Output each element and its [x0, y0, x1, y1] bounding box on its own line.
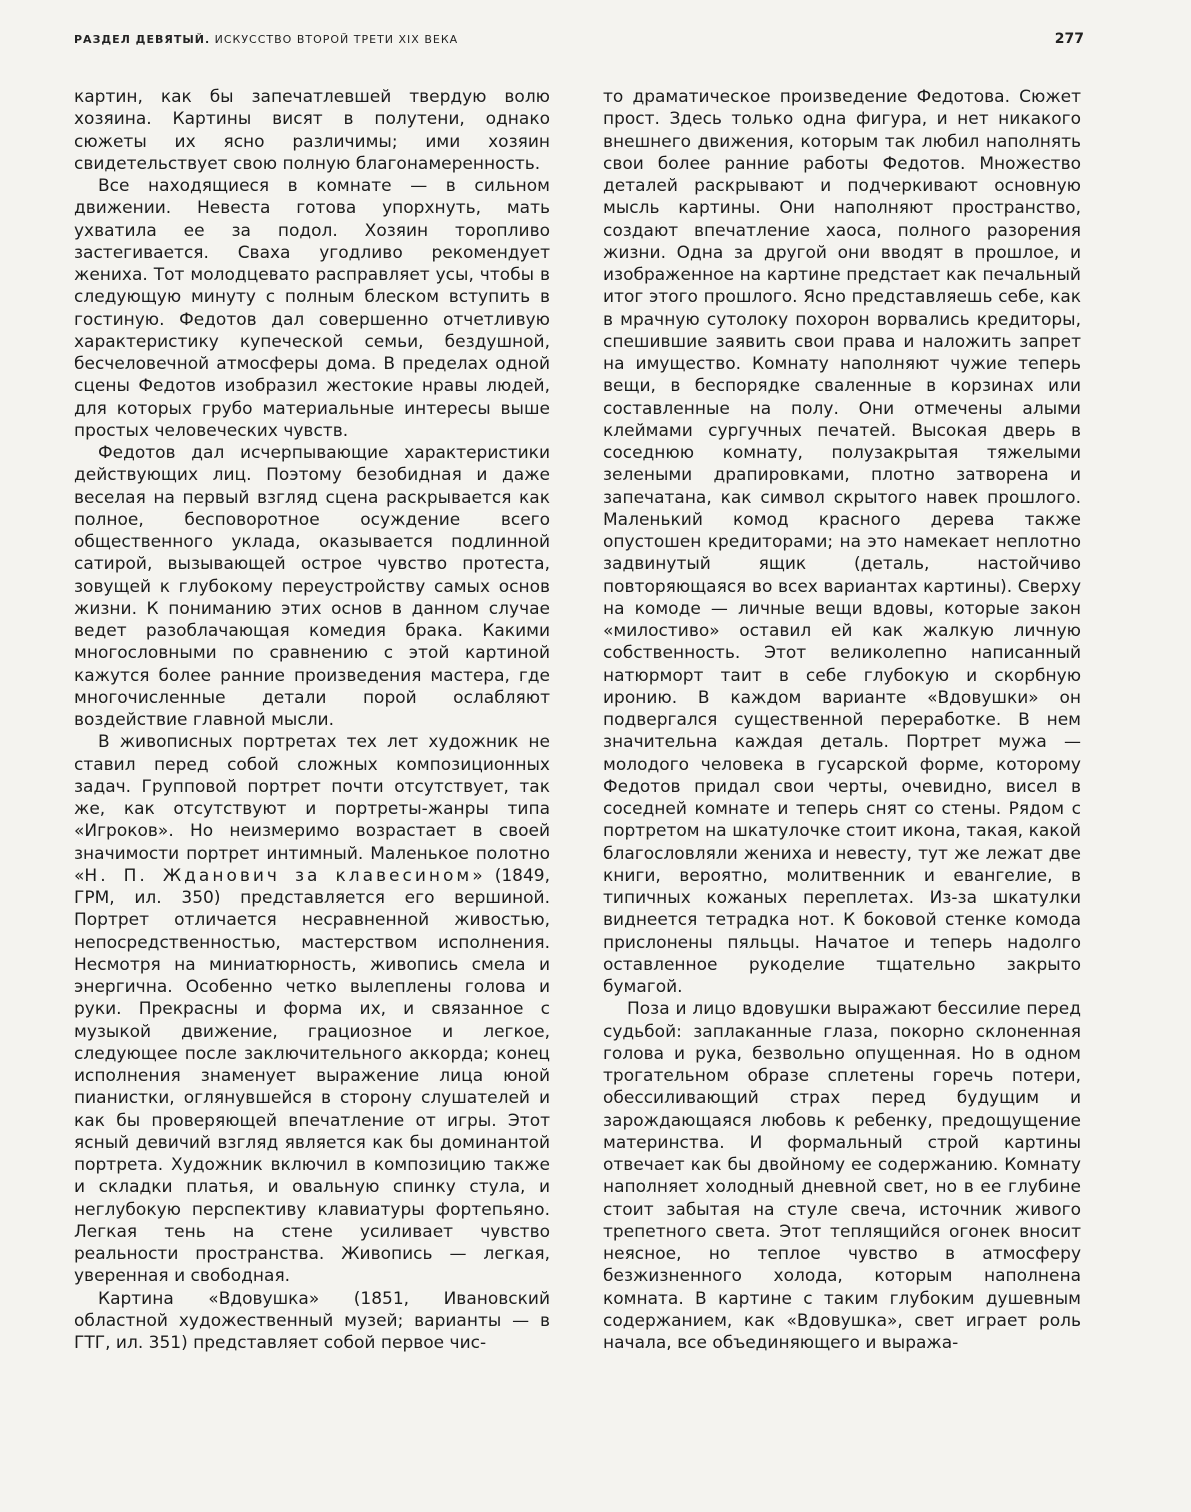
right-column — [603, 86, 1081, 1354]
artwork-title: Н. П. Жданович за клавесином — [84, 865, 473, 886]
paragraph-text: » (1849, ГРМ, ил. 350) представляется его вершиной. Портрет отличается несравненной живостью, непосредственностью, мастерством исполнения. Несмотря на миниатюрность, живопись смела и энергична. Особенно четко вылеплены голова и руки. Прекрасны и форма их, и связанное с музыкой движение, грациозное и легкое, следующее после заключительного аккорда; конец исполнения знаменует выражение лица юной пианистки, оглянувшейся в сторону слушателей и как бы проверяющей впечатление от игры. Этот ясный девичий взгляд является как бы доминантой портрета. Художник включил в композицию также и складки платья, и овальную спинку стула, и неглубокую перспективу клавиатуры фортепьяно. Легкая тень на стене усиливает чувство реальности пространства. Живопись — легкая, уверенная и свободная. — [74, 865, 551, 1287]
running-header — [74, 33, 1084, 46]
paragraph: Поза и лицо вдовушки выражают бессилие перед судьбой: заплаканные глаза, покорно склоненная голова и рука, безвольно опущенная. Но в одном трогательном образе сплетены горечь потери, обессиливающий страх перед будущим и зарождающаяся любовь к ребенку, предощущение материнства. И формальный строй картины отвечает как бы двойному ее содержанию. Комнату наполняет холодный дневной свет, но в ее глубине стоит забытая на стуле свеча, источник живого трепетного света. Этот теплящийся огонек вносит неясное, но теплое чувство в атмосферу безжизненного холода, которым наполнена комната. В картине с таким глубоким душевным содержанием, как «Вдовушка», свет играет роль начала, все объединяющего и выража- — [603, 999, 1081, 1353]
paragraph: Картина «Вдовушка» (1851, Ивановский областной художественный музей; варианты — в ГТГ, ил. 351) представляет собой первое чис- — [74, 1288, 550, 1353]
paragraph-text: В живописных портретах тех лет художник не ставил перед собой сложных композиционных задач. Групповой портрет почти отсутствует, так же, как отсутствуют и портреты-жанры типа «Игроков». Но неизмеримо возрастает в своей значимости портрет интимный. Маленькое полотно « — [74, 732, 550, 886]
paragraph: Все находящиеся в комнате — в сильном движении. Невеста готова упорхнуть, мать ухватила ее за подол. Хозяин торопливо застегивается. Сваха угодливо рекомендует жениха. Тот молодцевато расправляет усы, чтобы в следующую минуту с полным блеском вступить в гостиную. Федотов дал совершенно отчетливую характеристику купеческой семьи, бездушной, бесчеловечной атмосферы дома. В пределах одной сцены Федотов изобразил жестокие нравы людей, для которых грубо материальные интересы выше простых человеческих чувств. — [74, 176, 550, 441]
paragraph: картин, как бы запечатлевшей твердую волю хозяина. Картины висят в полутени, однако сюжеты их ясно различимы; ими хозяин свидетельствует свою полную благонамеренность. — [74, 87, 550, 174]
paragraph — [74, 731, 550, 1287]
section-label: РАЗДЕЛ ДЕВЯТЫЙ. — [74, 33, 211, 46]
section-title: ИСКУССТВО ВТОРОЙ ТРЕТИ XIX ВЕКА — [214, 33, 459, 46]
paragraph: Федотов дал исчерпывающие характеристики действующих лиц. Поэтому безобидная и даже веселая на первый взгляд сцена раскрывается как полное, бесповоротное осуждение всего общественного уклада, оказывается подлинной сатирой, вызывающей острое чувство протеста, зовущей к глубокому переустройству самых основ жизни. К пониманию этих основ в данном случае ведет разоблачающая комедия брака. Какими многословными по сравнению с этой картиной кажутся более ранние произведения мастера, где многочисленные детали порой ослабляют воздействие главной мысли. — [74, 443, 550, 730]
paragraph: то драматическое произведение Федотова. Сюжет прост. Здесь только одна фигура, и нет никакого внешнего движения, которым так любил наполнять свои более ранние работы Федотов. Множество деталей раскрывают и подчеркивают основную мысль картины. Они наполняют пространство, создают впечатление хаоса, полного разорения жизни. Одна за другой они вводят в прошлое, и изображенное на картине предстает как печальный итог этого прошлого. Ясно представляешь себе, как в мрачную сутолоку похорон ворвались кредиторы, спешившие заявить свои права и наложить запрет на имущество. Комнату наполняют чужие теперь вещи, в беспорядке сваленные в корзинах или составленные на полу. Они отмечены алыми клеймами сургучных печатей. Высокая дверь в соседнюю комнату, полузакрытая тяжелыми зелеными драпировками, плотно затворена и запечатана, как символ скрытого навек прошлого. Маленький комод красного дерева также опустошен кредиторами; на это намекает неплотно задвинутый ящик (деталь, настойчиво повторяющаяся во всех вариантах картины). Сверху на комоде — личные вещи вдовы, которые закон «милостиво» оставил ей как жалкую личную собственность. Этот великолепно написанный натюрморт таит в себе глубокую и скорбную иронию. В каждом варианте «Вдовушки» он подвергался существенной переработке. В нем значительна каждая деталь. Портрет мужа — молодого человека в гусарской форме, которому Федотов придал свои черты, очевидно, висел в соседней комнате и теперь снят со стены. Рядом с портретом на шкатулочке стоит икона, такая, какой благословляли жениха и невесту, тут же лежат две книги, вероятно, молитвенник и евангелие, в типичных кожаных переплетах. Из-за шкатулки виднеется тетрадка нот. К боковой стенке комода прислонены пяльцы. Начатое и теперь надолго оставленное рукоделие тщательно закрыто бумагой. — [603, 87, 1081, 997]
page-number: 277 — [1054, 31, 1084, 47]
left-column — [74, 86, 550, 1354]
